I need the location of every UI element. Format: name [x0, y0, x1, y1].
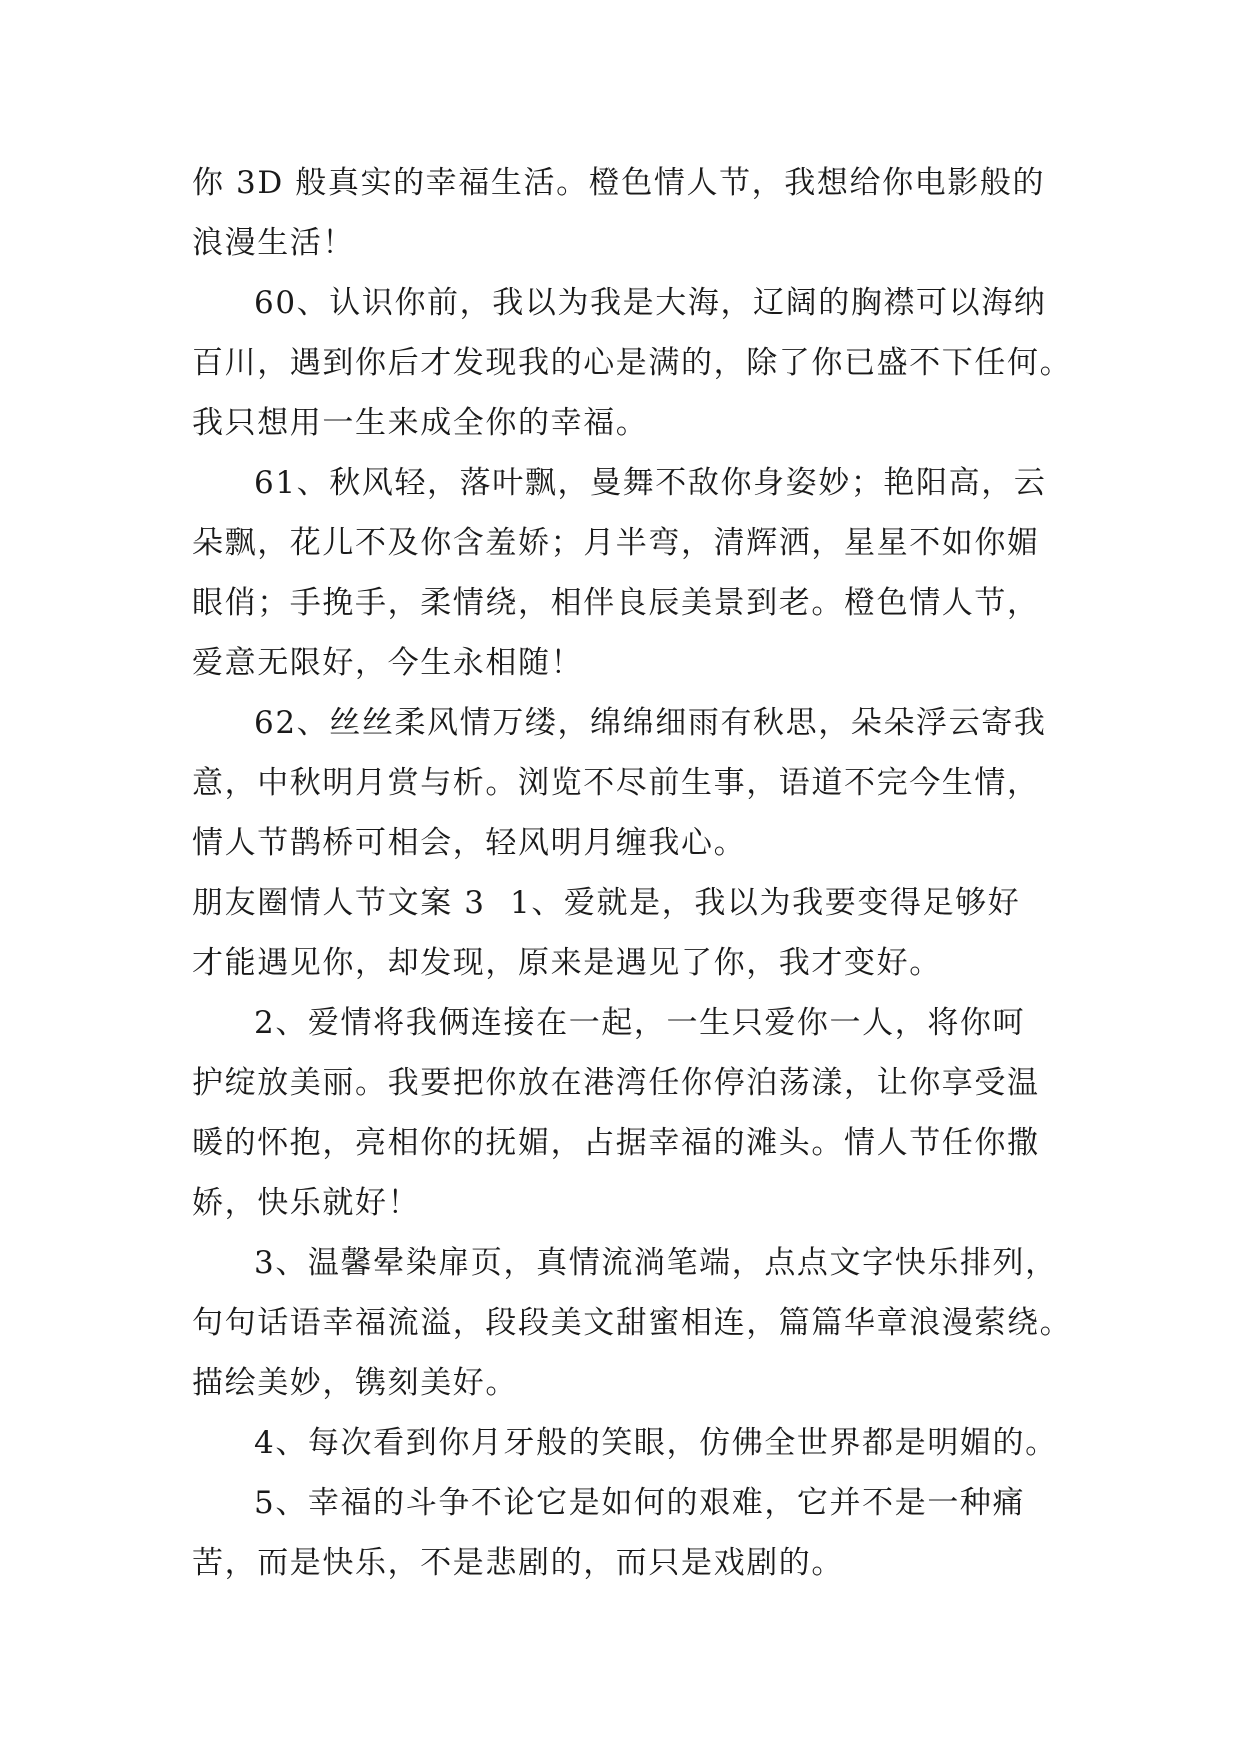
text-line: 暖的怀抱，亮相你的抚媚，占据幸福的滩头。情人节任你撒	[192, 1125, 1040, 1161]
paragraph-62-start: 62、丝丝柔风情万缕，绵绵细雨有秋思，朵朵浮云寄我	[254, 705, 1047, 741]
text-line: 百川，遇到你后才发现我的心是满的，除了你已盛不下任何。	[192, 345, 1073, 381]
text-line: 我只想用一生来成全你的幸福。	[192, 405, 649, 441]
section-heading: 朋友圈情人节文案 3	[192, 885, 486, 921]
text-line: 朵飘，花儿不及你含羞娇；月半弯，清辉洒，星星不如你媚	[192, 525, 1040, 561]
text-line: 句句话语幸福流溢，段段美文甜蜜相连，篇篇华章浪漫萦绕。	[192, 1305, 1073, 1341]
text-line: 娇，快乐就好！	[192, 1185, 421, 1221]
paragraph-4: 4、每次看到你月牙般的笑眼，仿佛全世界都是明媚的。	[254, 1425, 1058, 1461]
paragraph-5-start: 5、幸福的斗争不论它是如何的艰难，它并不是一种痛	[254, 1485, 1026, 1521]
text-line: 护绽放美丽。我要把你放在港湾任你停泊荡漾，让你享受温	[192, 1065, 1040, 1101]
document-page	[192, 153, 1072, 1593]
text-line: 眼俏；手挽手，柔情绕，相伴良辰美景到老。橙色情人节，	[192, 585, 1040, 621]
paragraph-61-start: 61、秋风轻，落叶飘，曼舞不敌你身姿妙；艳阳高，云	[254, 465, 1047, 501]
paragraph-1-start: 1、爱就是，我以为我要变得足够好	[510, 885, 1021, 921]
text-line: 浪漫生活！	[192, 225, 355, 261]
paragraph-3-start: 3、温馨晕染扉页，真情流淌笔端，点点文字快乐排列，	[254, 1245, 1058, 1281]
paragraph-2-start: 2、爱情将我俩连接在一起，一生只爱你一人，将你呵	[254, 1005, 1026, 1041]
text-line: 你 3D 般真实的幸福生活。橙色情人节，我想给你电影般的	[192, 165, 1046, 201]
text-line: 描绘美妙，镌刻美好。	[192, 1365, 518, 1401]
text-line: 情人节鹊桥可相会，轻风明月缠我心。	[192, 825, 747, 861]
text-line: 爱意无限好，今生永相随！	[192, 645, 584, 681]
text-line: 才能遇见你，却发现，原来是遇见了你，我才变好。	[192, 945, 942, 981]
section-heading-line	[192, 873, 1072, 933]
text-line: 意，中秋明月赏与析。浏览不尽前生事，语道不完今生情，	[192, 765, 1040, 801]
paragraph-60-start: 60、认识你前，我以为我是大海，辽阔的胸襟可以海纳	[254, 285, 1047, 321]
text-line: 苦，而是快乐，不是悲剧的，而只是戏剧的。	[192, 1545, 844, 1581]
